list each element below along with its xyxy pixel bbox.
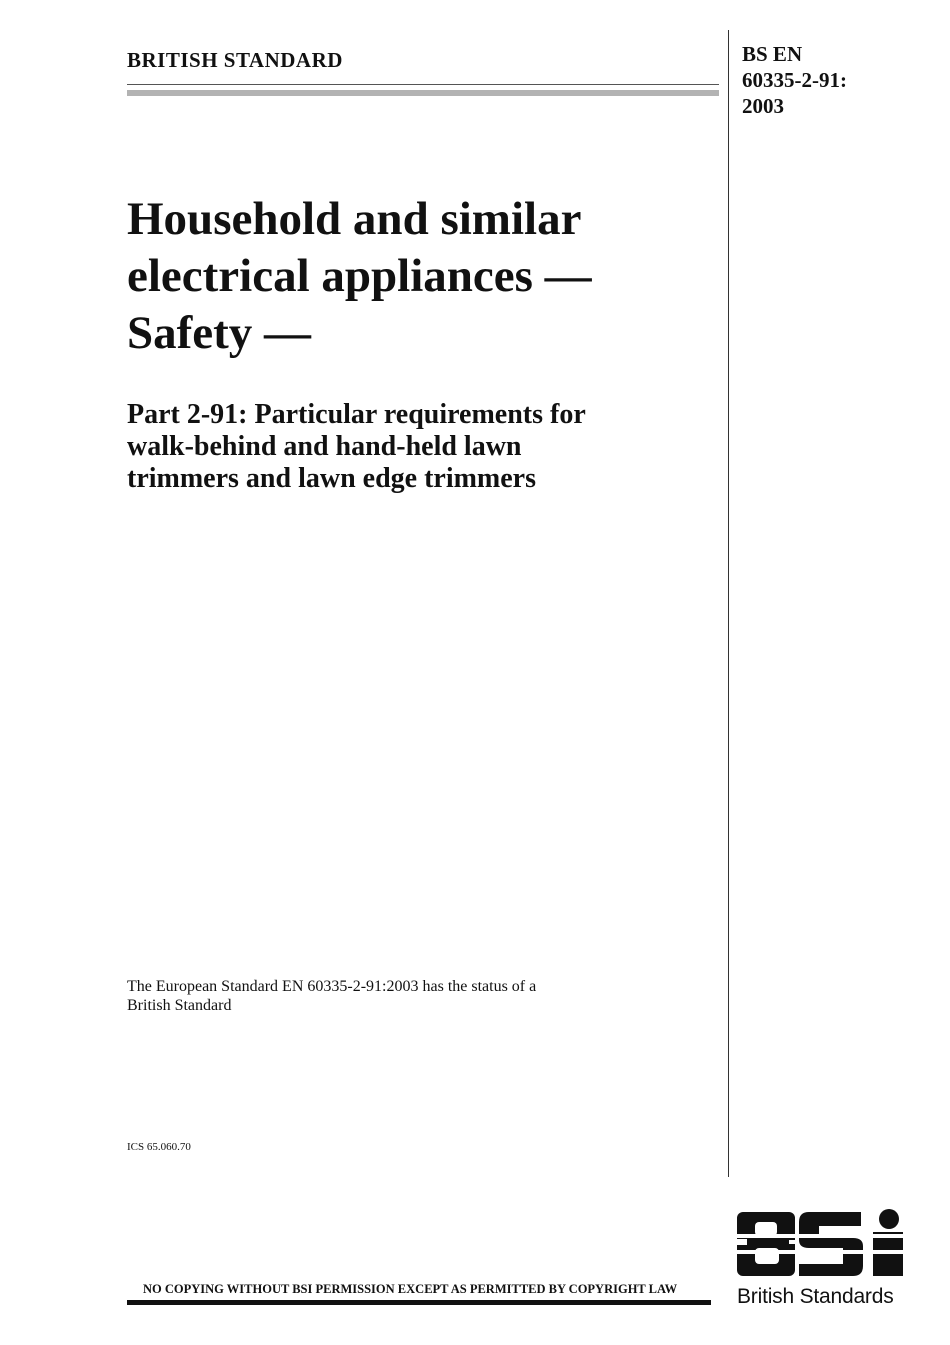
standard-number-line: 60335-2-91: (742, 68, 847, 92)
main-title-line: electrical appliances — (127, 250, 592, 302)
bsi-logo (737, 1208, 907, 1309)
status-statement (127, 977, 687, 1015)
vertical-divider (728, 30, 729, 1177)
document-type-label: BRITISH STANDARD (127, 48, 343, 72)
copyright-notice: NO COPYING WITHOUT BSI PERMISSION EXCEPT AS PERMITTED BY COPYRIGHT LAW (143, 1282, 678, 1296)
header-thin-rule (127, 84, 719, 85)
ics-code: ICS 65.060.70 (127, 1141, 191, 1153)
footer-rule (127, 1300, 711, 1305)
part-title (127, 399, 717, 495)
standard-number (742, 41, 847, 119)
bsi-logo-icon (737, 1208, 905, 1283)
header-thick-rule (127, 90, 719, 96)
bsi-logo-caption: British Standards (737, 1285, 894, 1308)
main-title-line: Household and similar (127, 193, 582, 245)
main-title-line: Safety — (127, 307, 312, 359)
standard-number-line: BS EN (742, 42, 803, 66)
part-title-line: Part 2-91: Particular requirements for (127, 399, 586, 430)
part-title-line: trimmers and lawn edge trimmers (127, 463, 537, 494)
standard-number-line: 2003 (742, 94, 784, 118)
status-line: British Standard (127, 997, 232, 1014)
main-title (127, 191, 717, 362)
part-title-line: walk-behind and hand-held lawn (127, 431, 522, 462)
status-line: The European Standard EN 60335-2-91:2003 has the status of a (127, 978, 537, 995)
